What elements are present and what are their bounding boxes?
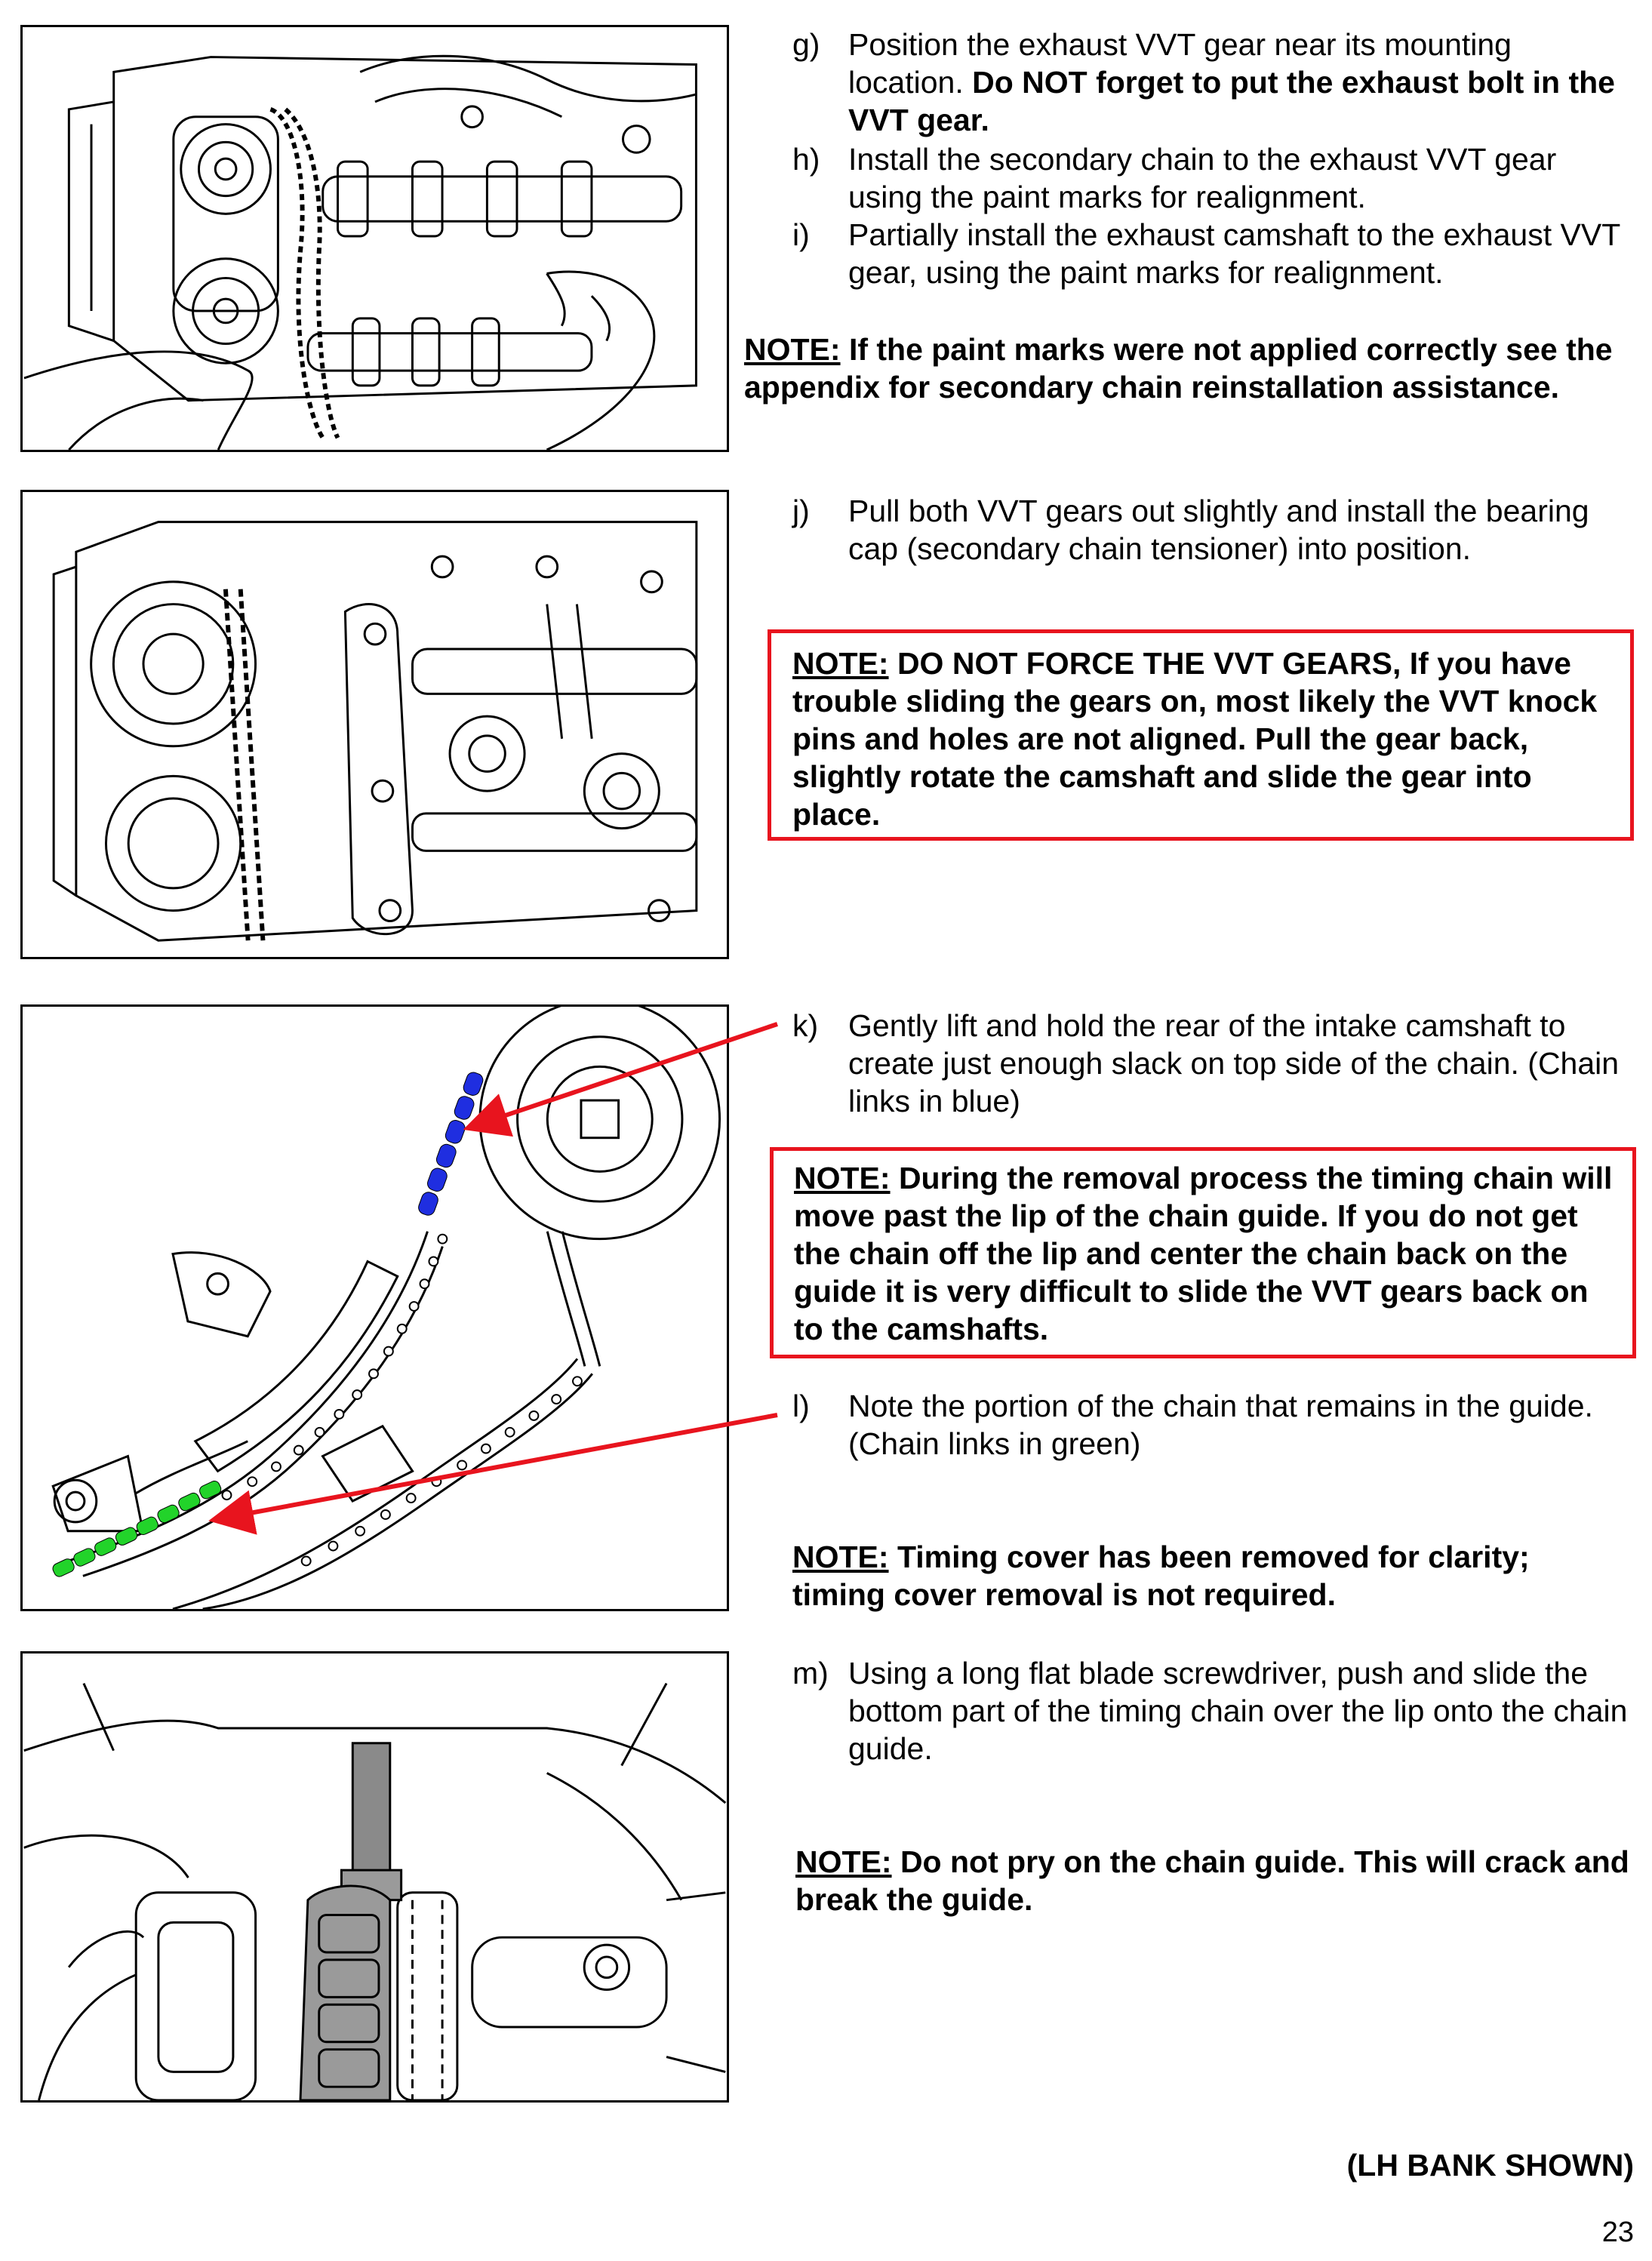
figure-exhaust-camshaft-install bbox=[20, 25, 729, 452]
note-text: DO NOT FORCE THE VVT GEARS, If you have trouble sliding the gears on, most likely the VVT knock pins and holes are not aligned. Pull the gear back, slightly rotate the camshaft and slide the gear into place. bbox=[792, 646, 1598, 832]
screwdriver bbox=[341, 1743, 401, 1900]
step-i-label: i) bbox=[792, 217, 810, 252]
step-j-label: j) bbox=[792, 494, 810, 528]
note-prefix: NOTE: bbox=[792, 646, 889, 681]
step-i-text: Partially install the exhaust camshaft to the exhaust VVT gear, using the paint marks for realignment. bbox=[848, 217, 1620, 290]
figure-bearing-cap bbox=[20, 490, 729, 959]
engine-drawing bbox=[23, 27, 727, 450]
chain-guide-drawing bbox=[23, 1007, 727, 1609]
step-h-label: h) bbox=[792, 142, 820, 177]
step-m-text: Using a long flat blade screwdriver, push and slide the bottom part of the timing chain over the lip onto the chain guide. bbox=[848, 1656, 1628, 1766]
step-k-label: k) bbox=[792, 1008, 819, 1043]
note-force bbox=[792, 644, 1623, 833]
step-g-label: g) bbox=[792, 27, 820, 62]
note-paint-marks bbox=[744, 331, 1620, 406]
note-removal bbox=[794, 1159, 1624, 1348]
note-prefix: NOTE: bbox=[792, 1540, 889, 1574]
note-pry bbox=[795, 1843, 1633, 1918]
note-text: During the removal process the timing chain will move past the lip of the chain guide. If you do not get the chain off the lip and center the chain back on the guide it is very difficult to slide the VVT gears back on to the camshafts. bbox=[794, 1161, 1613, 1346]
bank-shown-caption: (LH BANK SHOWN) bbox=[1346, 2148, 1634, 2183]
step-j-text: Pull both VVT gears out slightly and install the bearing cap (secondary chain tensioner) into position. bbox=[848, 494, 1589, 566]
note-text: Timing cover has been removed for clarity; timing cover removal is not required. bbox=[792, 1540, 1530, 1612]
screwdriver-drawing bbox=[23, 1653, 727, 2100]
blue-chain-links bbox=[417, 1071, 485, 1217]
step-l-label: l) bbox=[792, 1389, 810, 1423]
note-prefix: NOTE: bbox=[795, 1844, 892, 1879]
note-prefix: NOTE: bbox=[744, 332, 841, 367]
note-text: Do not pry on the chain guide. This will crack and break the guide. bbox=[795, 1844, 1629, 1917]
step-g-text bbox=[848, 26, 1633, 139]
page-number: 23 bbox=[1601, 2216, 1634, 2248]
timing-chain bbox=[300, 1886, 390, 2100]
figure-timing-chain-guide bbox=[20, 1004, 729, 1611]
step-k-text: Gently lift and hold the rear of the intake camshaft to create just enough slack on top side of the chain. (Chain links in blue) bbox=[848, 1008, 1620, 1118]
step-m-label: m) bbox=[792, 1656, 829, 1690]
step-g-plain: Position the exhaust VVT gear near its mounting location. bbox=[848, 27, 1512, 100]
note-text: If the paint marks were not applied correctly see the appendix for secondary chain reinstallation assistance. bbox=[744, 332, 1613, 405]
figure-screwdriver-chain bbox=[20, 1651, 729, 2103]
engine-drawing bbox=[23, 492, 727, 957]
note-prefix: NOTE: bbox=[794, 1161, 891, 1195]
step-g-bold: Do NOT forget to put the exhaust bolt in the VVT gear. bbox=[848, 65, 1615, 137]
step-l-text: Note the portion of the chain that remains in the guide. (Chain links in green) bbox=[848, 1389, 1593, 1461]
note-cover bbox=[792, 1538, 1623, 1613]
step-h-text: Install the secondary chain to the exhaust VVT gear using the paint marks for realignment. bbox=[848, 142, 1557, 214]
